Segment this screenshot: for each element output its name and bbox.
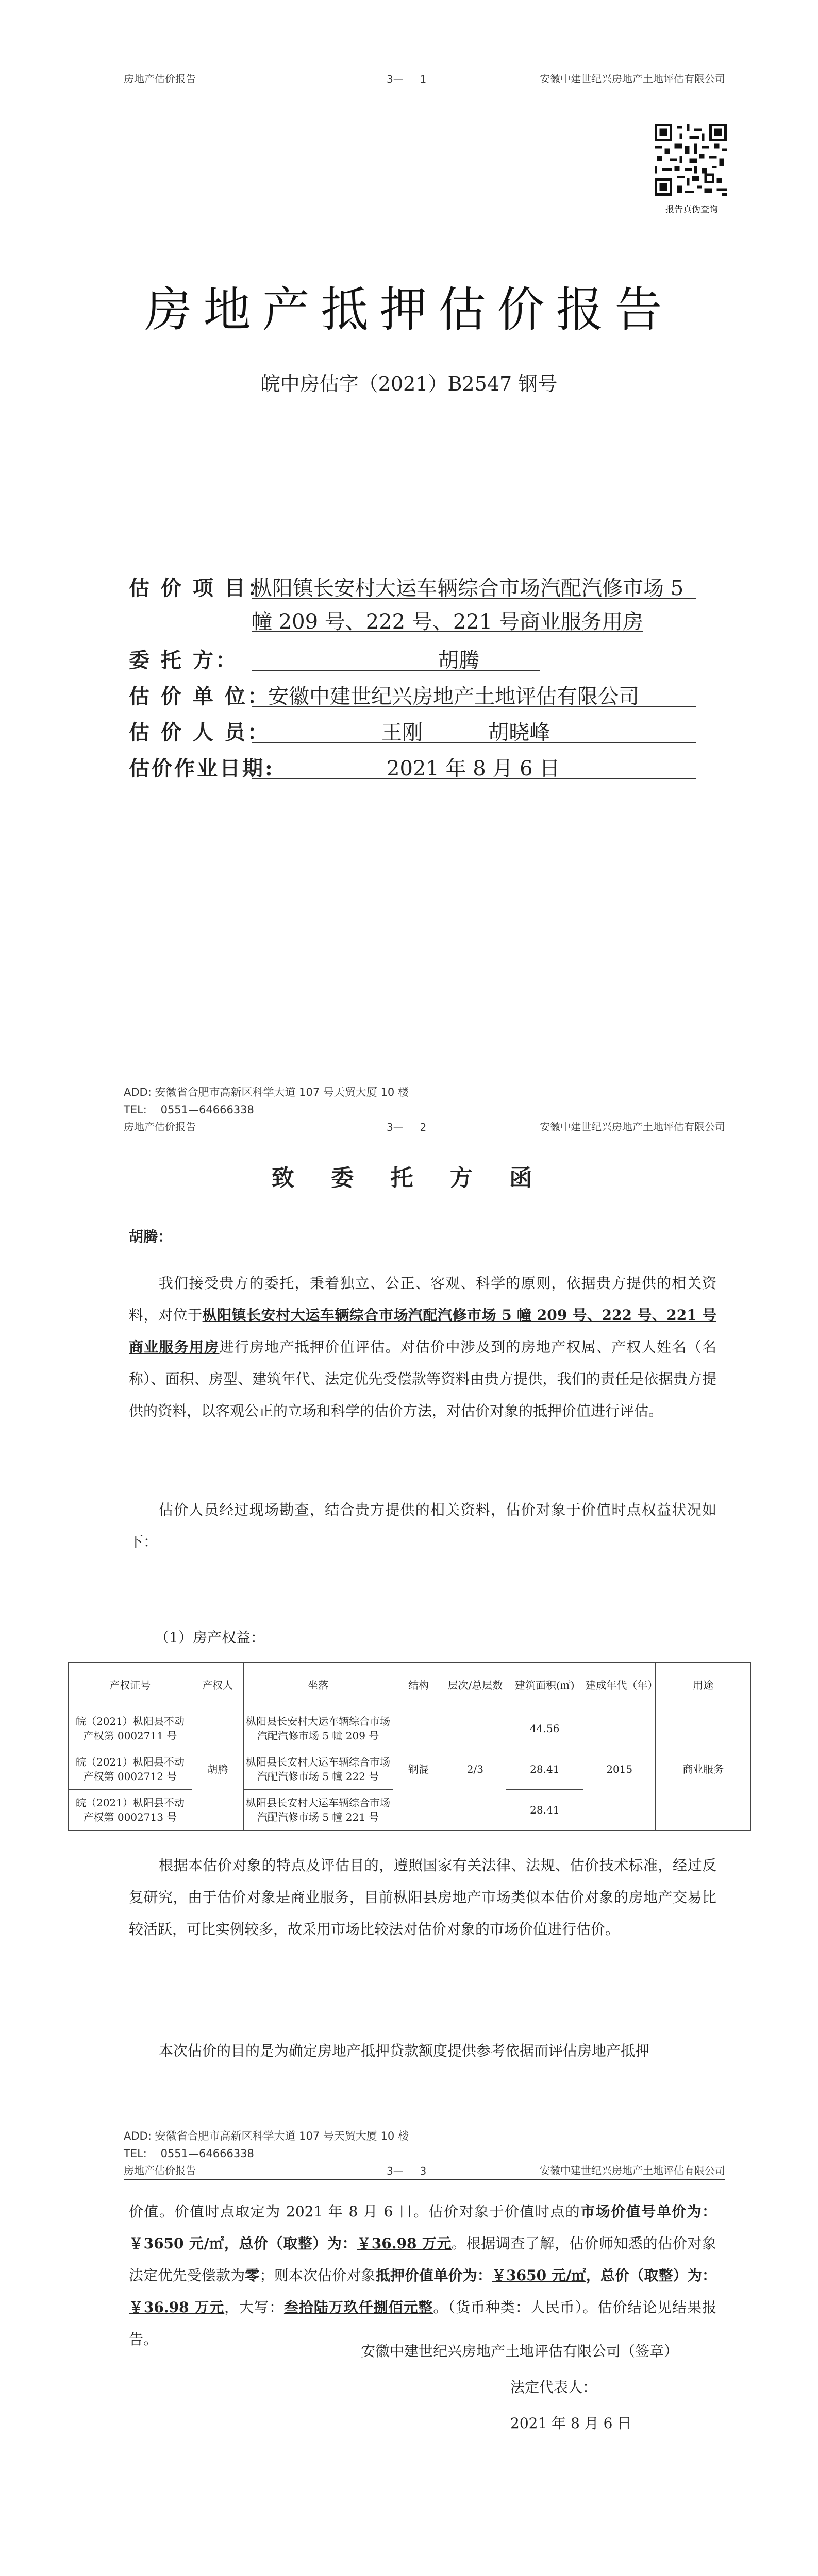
area-cell: 44.56 [506, 1708, 583, 1749]
info-value: 安徽中建世纪兴房地产土地评估有限公司 [268, 685, 639, 708]
area-cell: 28.41 [506, 1749, 583, 1790]
info-label: 估 价 人 员： [129, 720, 270, 744]
year-cell: 2015 [583, 1708, 656, 1831]
header-right: 安徽中建世纪兴房地产土地评估有限公司 [540, 2164, 725, 2177]
col-location: 坐落 [243, 1663, 393, 1708]
salutation [129, 1221, 716, 1253]
location-cell: 枞阳县长安村大运车辆综合市场汽配汽修市场 5 幢 209 号 [243, 1708, 393, 1749]
col-owner: 产权人 [192, 1663, 243, 1708]
p5-run: ￥36.98 万元 [129, 2299, 225, 2316]
letter-paragraph-5 [129, 2196, 716, 2355]
info-label: 估价作业日期: [129, 756, 275, 781]
page-number: 3— 1 [387, 73, 427, 86]
page-number: 3— 3 [387, 2165, 427, 2177]
page-number: 3— 2 [387, 1121, 427, 1133]
p5-run: 价值。价值时点取定为 2021 年 8 月 6 日。估价对象于价值时点的 [129, 2203, 581, 2220]
header-right: 安徽中建世纪兴房地产土地评估有限公司 [540, 73, 725, 85]
owner-cell: 胡腾 [192, 1708, 243, 1831]
legal-representative: 法定代表人： [510, 2379, 597, 2396]
letter-paragraph-3: 根据本估价对象的特点及评估目的，遵照国家有关法律、法规、估价技术标准，经过反复研究，由于估价对象是商业服务，目前枞阳县房地产市场类似本估价对象的房地产交易比较活跃，可比实例较多，故采用市场比较法对估价对象的市场价值进行估价。 [129, 1857, 716, 1938]
report-title: 房地产抵押估价报告 [144, 282, 674, 337]
floor-cell: 2/3 [444, 1708, 506, 1831]
signer: 安徽中建世纪兴房地产土地评估有限公司（签章） [361, 2343, 679, 2360]
info-label: 委 托 方： [129, 648, 238, 672]
header-right: 安徽中建世纪兴房地产土地评估有限公司 [540, 1121, 725, 1133]
letter-paragraph-1 [129, 1267, 716, 1427]
page-header [124, 1118, 725, 1136]
p5-run: 市场价值号单价为：￥3650 元/㎡，总价（取整）为： [129, 2203, 716, 2252]
p1-text-a: 我们接受贵方的委托，秉着独立、公正、客观、科学的原则，依据贵方提供的相关资料，对位于 [129, 1275, 716, 1324]
p5-run: 。根据调查了解，估价师知悉的估价对象法定优先受偿款为 [129, 2235, 716, 2284]
col-floor: 层次/总层数 [444, 1663, 506, 1708]
col-use: 用途 [656, 1663, 751, 1708]
cert-cell: 皖（2021）枞阳县不动产权第 0002711 号 [69, 1708, 192, 1749]
cert-cell: 皖（2021）枞阳县不动产权第 0002713 号 [69, 1790, 192, 1831]
page-header [124, 70, 725, 88]
p5-run: ￥36.98 万元 [357, 2235, 452, 2252]
footer-address: ADD: 安徽省合肥市高新区科学大道 107 号天贸大厦 10 楼 [124, 2130, 409, 2142]
location-cell: 枞阳县长安村大运车辆综合市场汽配汽修市场 5 幢 222 号 [243, 1749, 393, 1790]
p5-run: ，总价（取整）为： [586, 2267, 716, 2284]
page-footer [124, 1079, 725, 1118]
footer-tel: TEL: 0551—64666338 [124, 1104, 254, 1116]
p1-property: 枞阳镇长安村大运车辆综合市场汽配汽修市场 5 幢 209 号、222 号、221 号商业服务用房 [129, 1307, 716, 1355]
page-header [124, 2162, 725, 2180]
col-year: 建成年代（年） [583, 1663, 656, 1708]
info-value: 幢 209 号、222 号、221 号商业服务用房 [252, 610, 643, 634]
p5-run: ，大写： [224, 2299, 284, 2316]
table-row [69, 1708, 751, 1749]
use-cell: 商业服务 [656, 1708, 751, 1831]
info-label: 估 价 项 目： [129, 576, 270, 600]
header-left: 房地产估价报告 [124, 2164, 196, 2177]
col-structure: 结构 [393, 1663, 444, 1708]
info-label: 估 价 单 位： [129, 684, 270, 708]
header-left: 房地产估价报告 [124, 1121, 196, 1133]
p5-run: 零 [245, 2267, 260, 2284]
qr-code-icon[interactable] [655, 124, 727, 196]
header-left: 房地产估价报告 [124, 73, 196, 85]
p1-text-b: 进行房地产抵押价值评估。对估价中涉及到的房地产权属、产权人姓名（名称）、面积、房型、建筑年代、法定优先受偿款等资料由贵方提供，我们的责任是依据贵方提供的资料，以客观公正的立场和科学的估价方法，对估价对象的抵押价值进行评估。 [129, 1338, 716, 1419]
p5-run: 叁拾陆万玖仟捌佰元整 [283, 2299, 433, 2316]
report-number: 皖中房估字（2021）B2547 钢号 [260, 372, 558, 395]
footer-address: ADD: 安徽省合肥市高新区科学大道 107 号天贸大厦 10 楼 [124, 1086, 409, 1098]
qr-label: 报告真伪查询 [665, 205, 718, 215]
location-cell: 枞阳县长安村大运车辆综合市场汽配汽修市场 5 幢 221 号 [243, 1790, 393, 1831]
letter-heading: 致 委 托 方 函 [271, 1165, 547, 1191]
cert-cell: 皖（2021）枞阳县不动产权第 0002712 号 [69, 1749, 192, 1790]
info-value: 枞阳镇长安村大运车辆综合市场汽配汽修市场 5 [252, 577, 684, 600]
letter-paragraph-4: 本次估价的目的是为确定房地产抵押贷款额度提供参考依据而评估房地产抵押 [159, 2042, 650, 2059]
letter-paragraph-2: 估价人员经过现场勘查，结合贵方提供的相关资料，估价对象于价值时点权益状况如下： [129, 1501, 716, 1550]
footer-tel: TEL: 0551—64666338 [124, 2147, 254, 2160]
col-area: 建筑面积(㎡) [506, 1663, 583, 1708]
col-cert: 产权证号 [69, 1663, 192, 1708]
property-rights-table [68, 1662, 751, 1831]
info-value: 2021 年 8 月 6 日 [387, 757, 560, 781]
letter-date: 2021 年 8 月 6 日 [510, 2415, 632, 2432]
table-caption: （1）房产权益： [155, 1629, 265, 1646]
p5-run: 。（货币种类：人民币）。估价结论见结果报告。 [129, 2299, 716, 2348]
table-header-row [69, 1663, 751, 1708]
page-footer [124, 2123, 725, 2162]
salutation-text: 胡腾： [129, 1228, 173, 1245]
p5-run: ￥3650 元/㎡ [492, 2267, 586, 2284]
p5-run: ；则本次估价对象 [259, 2267, 376, 2284]
p5-run: 抵押价值单价为： [375, 2267, 492, 2284]
area-cell: 28.41 [506, 1790, 583, 1831]
info-value: 王刚 胡晓峰 [381, 721, 550, 744]
structure-cell: 钢混 [393, 1708, 444, 1831]
info-value: 胡腾 [438, 649, 479, 672]
